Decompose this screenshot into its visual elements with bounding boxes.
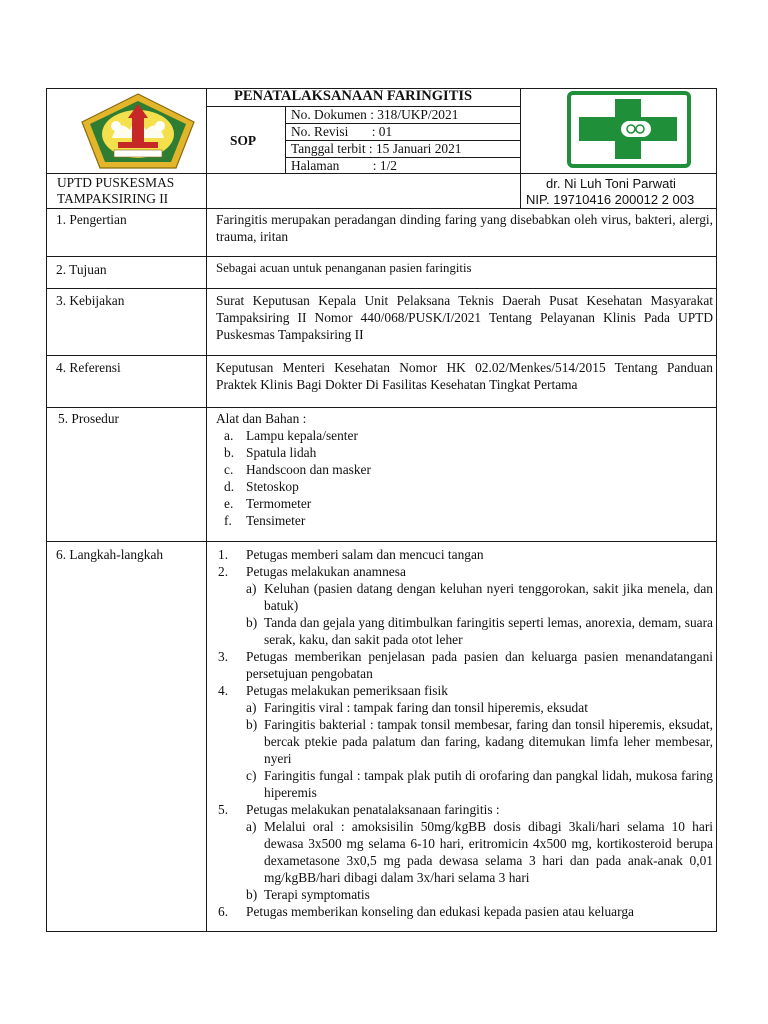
langkah-substep-marker: b) [246, 887, 258, 902]
langkah-substep [216, 767, 713, 801]
sop-label: SOP [230, 133, 257, 148]
label-tujuan: 2. Tujuan [56, 262, 107, 277]
label-kebijakan: 3. Kebijakan [56, 293, 125, 308]
langkah-step [216, 903, 713, 920]
prosedur-item [216, 427, 713, 444]
langkah-step [216, 546, 713, 563]
document-number: No. Dokumen : 318/UKP/2021 [291, 107, 459, 122]
prosedur-item-text: Stetoskop [246, 479, 299, 494]
langkah-substep [216, 699, 713, 716]
regional-emblem-icon [78, 92, 198, 170]
prosedur-item [216, 495, 713, 512]
prosedur-item [216, 478, 713, 495]
langkah-step-marker: 6. [218, 904, 229, 919]
langkah-step-marker: 3. [218, 649, 229, 664]
langkah-step [216, 801, 713, 818]
langkah-step-marker: 4. [218, 683, 229, 698]
langkah-substep-text: Faringitis viral : tampak faring dan tonsil hiperemis, eksudat [264, 700, 588, 715]
langkah-substep-text: Tanda dan gejala yang ditimbulkan faringitis seperti lemas, anorexia, demam, suara serak, kaku, dan sakit pada otot leher [264, 615, 713, 647]
langkah-step-text: Petugas melakukan penatalaksanaan faringitis : [246, 802, 500, 817]
pengertian-text: Faringitis merupakan peradangan dinding faring yang disebabkan oleh virus, bakteri, alergi, trauma, iritan [216, 212, 713, 244]
prosedur-item-text: Handscoon dan masker [246, 462, 371, 477]
row-rule-3 [46, 288, 717, 289]
tujuan-text: Sebagai acuan untuk penanganan pasien faringitis [216, 261, 472, 275]
page-number: Halaman : 1/2 [291, 158, 397, 173]
column-divider [206, 88, 207, 932]
langkah-substep-text: Melalui oral : amoksisilin 50mg/kgBB dosis dibagi 3kali/hari selama 10 hari dewasa 3x500 mg selama 6-10 hari, eritromicin 4x500 mg, kortikosteroid berupa dexametasone 3x0,5 mg pada dewasa selama 3 hari dan pada anak-anak 0,01 mg/kgBB/hari dibagi dalam 3x/hari selama 3 hari [264, 819, 713, 885]
langkah-substep [216, 580, 713, 614]
row-rule-5 [46, 407, 717, 408]
langkah-step-text: Petugas melakukan anamnesa [246, 564, 406, 579]
issue-date: Tanggal terbit : 15 Januari 2021 [291, 141, 462, 156]
langkah-list [216, 546, 713, 920]
langkah-block [216, 546, 713, 930]
langkah-substep-marker: b) [246, 717, 258, 732]
langkah-step-marker: 5. [218, 802, 229, 817]
prosedur-item [216, 444, 713, 461]
label-referensi: 4. Referensi [56, 360, 121, 375]
kebijakan-text: Surat Keputusan Kepala Unit Pelaksana Teknis Daerah Pusat Kesehatan Masyarakat Tampaksiring II Nomor 440/068/PUSK/I/2021 Tentang Pelayanan Klinis Pada UPTD Puskesmas Tampaksiring II [216, 293, 713, 342]
langkah-step [216, 648, 713, 682]
prosedur-item-text: Spatula lidah [246, 445, 317, 460]
table-border-right [716, 88, 717, 932]
langkah-step-marker: 1. [218, 547, 229, 562]
document-title: PENATALAKSANAAN FARINGITIS [234, 88, 473, 104]
table-border-bottom [46, 931, 717, 932]
langkah-substep-text: Faringitis fungal : tampak plak putih di orofaring dan pangkal lidah, mukosa faring hiperemis [264, 768, 713, 800]
row-rule-2 [46, 256, 717, 257]
langkah-substep-marker: a) [246, 819, 257, 834]
prosedur-item-marker: f. [224, 513, 232, 528]
puskesmas-cross-icon [567, 91, 691, 168]
langkah-substep-marker: a) [246, 700, 257, 715]
langkah-substep-text: Faringitis bakterial : tampak tonsil membesar, faring dan tonsil hiperemis, eksudat, bercak ptekie pada palatum dan faring, kadang ditemukan limfa leher membesar, nyeri [264, 717, 713, 766]
signatory-nip: NIP. 19710416 200012 2 003 [526, 192, 695, 207]
prosedur-item-marker: a. [224, 428, 234, 443]
label-langkah: 6. Langkah-langkah [56, 547, 164, 562]
langkah-substep-text: Terapi symptomatis [264, 887, 370, 902]
prosedur-item-marker: c. [224, 462, 234, 477]
signatory-name: dr. Ni Luh Toni Parwati [546, 176, 676, 191]
institution-name-line1: UPTD PUSKESMAS [57, 175, 175, 190]
label-prosedur: 5. Prosedur [58, 411, 119, 426]
header-divider-sop [285, 106, 286, 174]
revision-number: No. Revisi : 01 [291, 124, 393, 139]
langkah-step [216, 682, 713, 699]
langkah-step-text: Petugas memberikan penjelasan pada pasien dan keluarga pasien menandatangani persetujuan pengobatan [246, 649, 713, 681]
prosedur-item [216, 461, 713, 478]
table-border-left [46, 88, 47, 932]
prosedur-item-text: Lampu kepala/senter [246, 428, 358, 443]
prosedur-block [216, 410, 713, 529]
prosedur-list [216, 427, 713, 529]
langkah-step-text: Petugas memberi salam dan mencuci tangan [246, 547, 484, 562]
langkah-substep-marker: b) [246, 615, 258, 630]
row-rule-4 [46, 355, 717, 356]
prosedur-item-marker: b. [224, 445, 235, 460]
row-rule-6 [46, 541, 717, 542]
header-divider-logo [520, 88, 521, 209]
langkah-step-text: Petugas melakukan pemeriksaan fisik [246, 683, 448, 698]
langkah-step-text: Petugas memberikan konseling dan edukasi kepada pasien atau keluarga [246, 904, 634, 919]
langkah-substep [216, 886, 713, 903]
langkah-substep [216, 614, 713, 648]
institution-name-line2: TAMPAKSIRING II [57, 191, 169, 206]
langkah-substep [216, 818, 713, 886]
prosedur-item [216, 512, 713, 529]
langkah-step [216, 563, 713, 580]
prosedur-item-text: Termometer [246, 496, 312, 511]
langkah-step-marker: 2. [218, 564, 229, 579]
langkah-substep-marker: c) [246, 768, 257, 783]
langkah-substep-text: Keluhan (pasien datang dengan keluhan nyeri tenggorokan, sakit jika menela, dan batuk) [264, 581, 713, 613]
label-pengertian: 1. Pengertian [56, 212, 127, 227]
prosedur-item-marker: e. [224, 496, 234, 511]
referensi-text: Keputusan Menteri Kesehatan Nomor HK 02.02/Menkes/514/2015 Tentang Panduan Praktek Klinis Bagi Dokter Di Fasilitas Kesehatan Tingkat Pertama [216, 360, 713, 392]
langkah-substep-marker: a) [246, 581, 257, 596]
row-rule-1 [46, 208, 717, 209]
prosedur-item-marker: d. [224, 479, 235, 494]
prosedur-intro: Alat dan Bahan : [216, 411, 307, 426]
langkah-substep [216, 716, 713, 767]
prosedur-item-text: Tensimeter [246, 513, 306, 528]
